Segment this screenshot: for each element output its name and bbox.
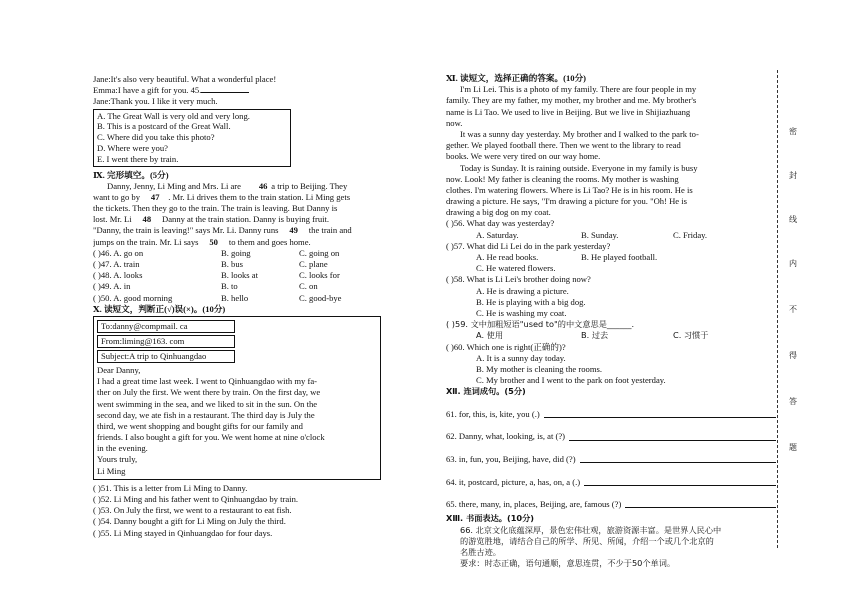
- passage-line: I'm Li Lei. This is a photo of my family. There are four people in my: [460, 84, 697, 95]
- options-box-41-45: [93, 109, 291, 167]
- option-item: B. This is a postcard of the Great Wall.: [97, 121, 231, 132]
- section-heading-9: Ⅸ. 完形填空。(5分): [93, 169, 169, 180]
- letter-line: Li Ming: [97, 465, 126, 476]
- passage-line: now. Look! My father is cleaning the rooms. My mother is washing: [446, 173, 679, 184]
- question-56: ( )56. What day was yesterday?: [446, 218, 555, 229]
- section-heading-12: Ⅻ. 连词成句。(5分): [446, 386, 526, 397]
- passage-line: books. We were very tired on our way home.: [446, 151, 601, 162]
- seal-char: 内: [789, 259, 797, 268]
- cloze-blank-48: 48: [134, 214, 160, 225]
- statement-51: ( )51. This is a letter from Li Ming to Danny.: [93, 482, 248, 493]
- section-heading-10: Ⅹ. 读短文，判断正(√)误(×)。(10分): [93, 303, 226, 314]
- passage-line: clothes. I'm watering flowers. Where is Li Tao? He is in his room. He is: [446, 184, 693, 195]
- seal-char: 得: [789, 351, 797, 360]
- cloze-line: the tickets. Then they go to the train. The train is leaving. But Danny is: [93, 203, 338, 214]
- options-57: A. He read books. B. He played football.: [476, 252, 658, 262]
- seal-char: 不: [789, 305, 797, 314]
- statement-52: ( )52. Li Ming and his father went to Qinhuangdao by train.: [93, 494, 299, 505]
- sentence-item-61[interactable]: 61. for, this, is, kite, you (.): [446, 397, 776, 420]
- dialogue-line: Jane:Thank you. I like it very much.: [93, 96, 218, 107]
- passage-line: name is Li Tao. We used to live in Beijing. But we live in Shijiazhuang: [446, 106, 691, 117]
- email-to-field: To:danny@compmail. ca: [97, 320, 235, 333]
- dialogue-line: Jane:It's also very beautiful. What a wonderful place!: [93, 74, 277, 84]
- sentence-item-65[interactable]: 65. there, many, in, places, Beijing, are, famous (?): [446, 488, 776, 511]
- statement-53: ( )53. On July the first, we went to a restaurant to eat fish.: [93, 505, 292, 516]
- email-subject-field: Subject:A trip to Qinhuangdao: [97, 350, 235, 363]
- letter-line: friends. I also bought a gift for you. We went home at nine o'clock: [97, 432, 325, 443]
- choice-row-49: ( )49. A. in B. to C. on: [93, 281, 318, 292]
- sentence-item-64[interactable]: 64. it, postcard, picture, a, has, on, a (.): [446, 465, 776, 488]
- cloze-blank-47: 47: [142, 192, 168, 203]
- options-59: A. 使用 B. 过去 C. 习惯于: [476, 330, 709, 341]
- seal-char: 线: [789, 215, 797, 224]
- cloze-line: jumps on the train. Mr. Li says 50 to them and goes home.: [93, 237, 378, 248]
- passage-line: family. They are my father, my mother, my brother and me. My brother's: [446, 95, 697, 106]
- letter-line: Dear Danny,: [97, 364, 141, 375]
- choice-row-50: ( )50. A. good morning B. hello C. good-bye: [93, 292, 342, 303]
- prompt-line: 的游览胜地，请结合自己的所学、所见、所闻，介绍一个或几个北京的: [460, 535, 714, 546]
- option-item: C. Where did you take this photo?: [97, 132, 215, 143]
- option-item: D. Where were you?: [97, 142, 168, 153]
- passage-line: drawing a picture. He says, "I'm drawing a picture for you. "Oh! He is: [446, 196, 688, 207]
- cloze-blank-49: 49: [281, 225, 307, 236]
- passage-line: It was a sunny day yesterday. My brother and I walked to the park to-: [460, 128, 699, 139]
- statement-54: ( )54. Danny bought a gift for Li Ming on July the third.: [93, 516, 286, 527]
- choice-row-47: ( )47. A. train B. bus C. plane: [93, 259, 328, 270]
- letter-line: in the evening.: [97, 443, 148, 454]
- section-heading-13: ⅩⅢ. 书面表达。(10分): [446, 513, 535, 524]
- right-column: [446, 73, 776, 569]
- cloze-line: "Danny, the train is leaving!" says Mr. Li. Danny runs 49 the train and: [93, 225, 378, 236]
- seal-char: 答: [789, 397, 797, 406]
- letter-line: went swimming in the sea, and we liked to sit in the sun. On the: [97, 398, 318, 409]
- question-57: ( )57. What did Li Lei do in the park yesterday?: [446, 240, 611, 251]
- letter-line: ther on July the first. We went there by train. On the first day, we: [97, 387, 321, 398]
- answer-blank-45[interactable]: [201, 92, 249, 93]
- cloze-blank-46: 46: [243, 181, 269, 192]
- prompt-line: 要求：时态正确，语句通顺，意思连贯，不少于50个单词。: [460, 558, 676, 569]
- question-58: ( )58. What is Li Lei's brother doing now?: [446, 274, 591, 285]
- email-from-field: From:liming@163. com: [97, 335, 235, 348]
- options-56: A. Saturday. B. Sunday. C. Friday.: [476, 229, 708, 240]
- letter-line: Yours truly,: [97, 454, 138, 465]
- sentence-item-63[interactable]: 63. in, fun, you, Beijing, have, did (?): [446, 443, 776, 466]
- passage-line: gether. We played football there. Then we went to the library to read: [446, 140, 681, 151]
- dialogue-line-45: Emma:I have a gift for you. 45.: [93, 85, 378, 96]
- option-line: C. He watered flowers.: [476, 263, 556, 274]
- passage-line: Today is Sunday. It is raining outside. Everyone in my family is busy: [460, 162, 698, 173]
- option-line: C. He is washing my coat.: [476, 307, 567, 318]
- question-59: ( )59. 文中加粗短语"used to"的中文意思是______.: [446, 319, 635, 330]
- cloze-line: lost. Mr. Li 48 Danny at the train station. Danny is buying fruit.: [93, 214, 378, 225]
- option-line: B. He is playing with a big dog.: [476, 296, 586, 307]
- passage-line: now.: [446, 117, 463, 128]
- cloze-line: Danny, Jenny, Li Ming and Mrs. Li are 46 a trip to Beijing. They: [93, 181, 378, 192]
- prompt-line: 名胜古迹。: [460, 546, 501, 557]
- prompt-line: 66. 北京文化底蕴深厚，景色宏伟壮观，旅游资源丰富。是世界人民心中: [460, 524, 722, 535]
- letter-line: I had a great time last week. I went to Qinhuangdao with my fa-: [97, 376, 318, 387]
- option-item: A. The Great Wall is very old and very long.: [97, 110, 250, 121]
- choice-row-46: ( )46. A. go on B. going C. going on: [93, 247, 340, 258]
- letter-line: second day, we ate fish in a restaurant. The third day is July the: [97, 409, 315, 420]
- letter-line: third, we went shopping and bought gifts for our family and: [97, 420, 303, 431]
- option-line: C. My brother and I went to the park on foot yesterday.: [476, 375, 666, 386]
- left-column: [93, 74, 378, 539]
- seal-char: 题: [789, 443, 797, 452]
- statement-55: ( )55. Li Ming stayed in Qinhuangdao for four days.: [93, 527, 273, 538]
- section-heading-11: Ⅺ. 读短文，选择正确的答案。(10分): [446, 73, 587, 83]
- cloze-line: want to go by 47 . Mr. Li drives them to the train station. Li Ming gets: [93, 192, 378, 203]
- email-box: [93, 316, 381, 480]
- seal-line: [777, 70, 778, 548]
- passage-line: drawing a big dog on my coat.: [446, 207, 551, 218]
- sentence-item-62[interactable]: 62. Danny, what, looking, is, at (?): [446, 420, 776, 443]
- option-item: E. I went there by train.: [97, 153, 179, 164]
- question-60: ( )60. Which one is right(正确的)?: [446, 341, 566, 352]
- cloze-blank-50: 50: [201, 237, 227, 248]
- option-line: B. My mother is cleaning the rooms.: [476, 363, 603, 374]
- option-line: A. It is a sunny day today.: [476, 352, 566, 363]
- seal-char: 封: [789, 171, 797, 180]
- seal-char: 密: [789, 127, 797, 136]
- choice-row-48: ( )48. A. looks B. looks at C. looks for: [93, 270, 340, 281]
- option-line: A. He is drawing a picture.: [476, 285, 569, 296]
